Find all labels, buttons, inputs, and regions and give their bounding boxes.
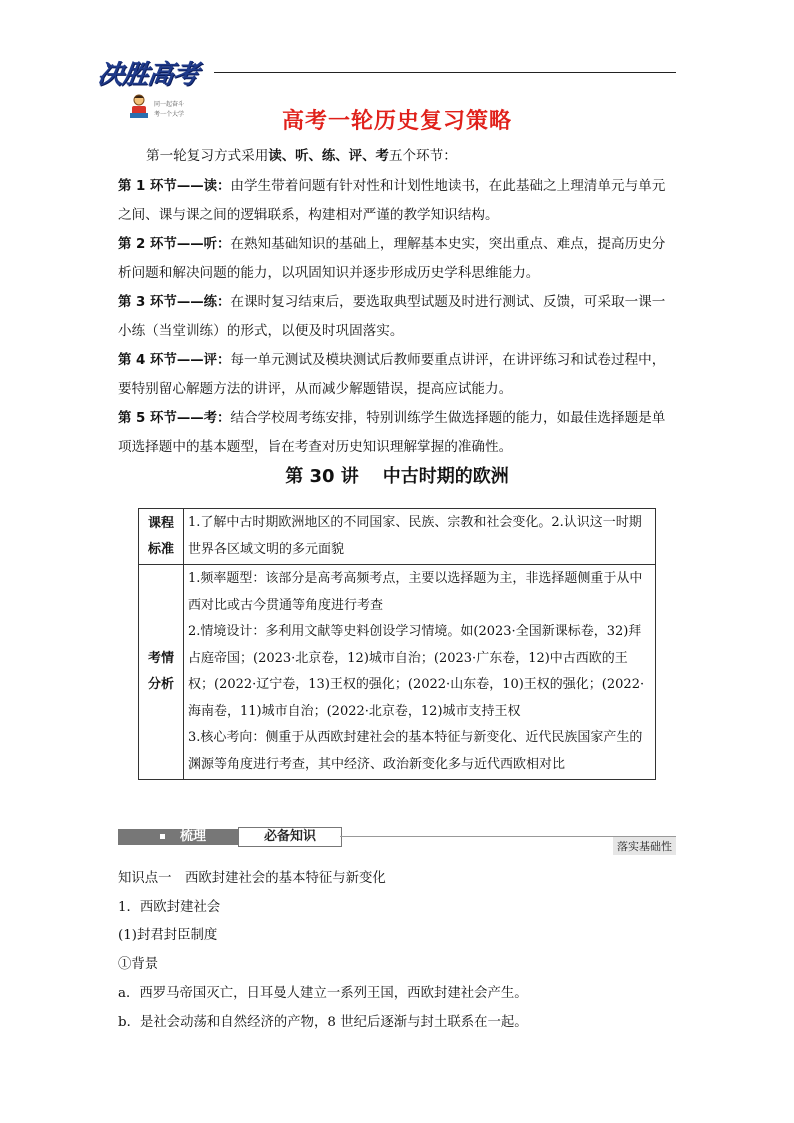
intro-paragraph [118,142,678,172]
intro-suffix: 五个环节： [388,148,457,164]
step-label: 第 4 环节——评： [118,352,231,368]
section-tag-label: 必备知识 [263,829,316,844]
section-label: 梳理 [180,829,207,844]
section-tag [238,827,342,847]
intro-bold: 读、听、练、评、考 [268,149,389,164]
standards-text: 1.了解中古时期欧洲地区的不同国家、民族、宗教和社会变化。2.认识这一时期世界各区域文明的多元面貌 [184,509,656,565]
table-row [139,509,656,565]
step-label: 第 3 环节——练： [118,294,231,310]
table-row [139,565,656,780]
row-head-standards: 课程标准 [139,509,184,565]
lecture-name: 中古时期的欧洲 [382,466,509,487]
section-banner [118,826,676,853]
step-text: 结合学校周考练安排，特别训练学生做选择题的能力，如最佳选择题是单项选择题中的基本题型，旨在考查对历史知识理解掌握的准确性。 [118,409,666,455]
strategy-body [118,142,678,462]
page-title: 高考一轮历史复习策略 [281,109,512,134]
knowledge-content [118,865,678,1037]
analysis-line: 3.核心考向：侧重于从西欧封建社会的基本特征与新变化、近代民族国家产生的渊源等角度进行考查，其中经济、政治新变化多与近代西欧相对比 [188,730,643,772]
step-label: 第 5 环节——考： [118,410,231,426]
analysis-line: 1.频率题型：该部分是高考高频考点，主要以选择题为主，非选择题侧重于从中西对比或古今贯通等角度进行考查 [188,571,643,613]
step-paragraph [118,346,678,404]
step-paragraph [118,404,678,462]
step-paragraph [118,288,678,346]
step-paragraph [118,172,678,230]
lecture-number: 第 30 讲 [285,466,359,487]
knowledge-line: a．西罗马帝国灭亡，日耳曼人建立一系列王国，西欧封建社会产生。 [118,985,528,1001]
step-label: 第 1 环节——读： [118,178,231,194]
square-bullet-icon [160,834,165,839]
knowledge-line: (1)封君封臣制度 [118,928,218,944]
logo-tagline-1: 同一起奋斗 [154,101,185,108]
knowledge-line: b．是社会动荡和自然经济的产物，8 世纪后逐渐与封土联系在一起。 [118,1014,528,1030]
header-rule [214,72,676,73]
knowledge-heading: 知识点一 西欧封建社会的基本特征与新变化 [118,871,386,886]
step-paragraph [118,230,678,288]
step-text: 由学生带着问题有针对性和计划性地读书，在此基础之上理清单元与单元之间、课与课之间的逻辑联系，构建相对严谨的教学知识结构。 [118,177,666,223]
row-head-analysis: 考情分析 [139,565,184,780]
step-label: 第 2 环节——听： [118,236,231,252]
step-text: 每一单元测试及模块测试后教师要重点讲评，在讲评练习和试卷过程中，要特别留心解题方法的讲评，从而减少解题错误，提高应试能力。 [118,351,666,397]
curriculum-table [138,508,656,780]
analysis-cell [184,565,656,780]
step-text: 在熟知基础知识的基础上，理解基本史实，突出重点、难点，提高历史分析问题和解决问题的能力，以巩固知识并逐步形成历史学科思维能力。 [118,235,666,281]
step-text: 在课时复习结束后，要选取典型试题及时进行测试、反馈，可采取一课一小练（当堂训练）的形式，以便及时巩固落实。 [118,293,666,339]
lecture-title [0,462,794,488]
logo-text: 决胜高考 [95,60,200,90]
knowledge-line: ①背景 [118,957,159,973]
section-goal: 落实基础性 [613,837,676,855]
intro-prefix: 第一轮复习方式采用 [146,148,269,164]
knowledge-line: 1．西欧封建社会 [118,899,221,915]
logo-tagline-2: 考一个大学 [154,111,185,118]
analysis-line: 2.情境设计：多利用文献等史料创设学习情境。如(2023·全国新课标卷，32)拜占庭帝国；(2023·北京卷，12)城市自治；(2023·广东卷，12)中古西欧的王权；(2022·辽宁卷，13)王权的强化；(2022·山东卷，10)王权的强化；(2022·海南卷，11)城市自治；(2022·北京卷，12)城市支持王权 [188,624,645,719]
